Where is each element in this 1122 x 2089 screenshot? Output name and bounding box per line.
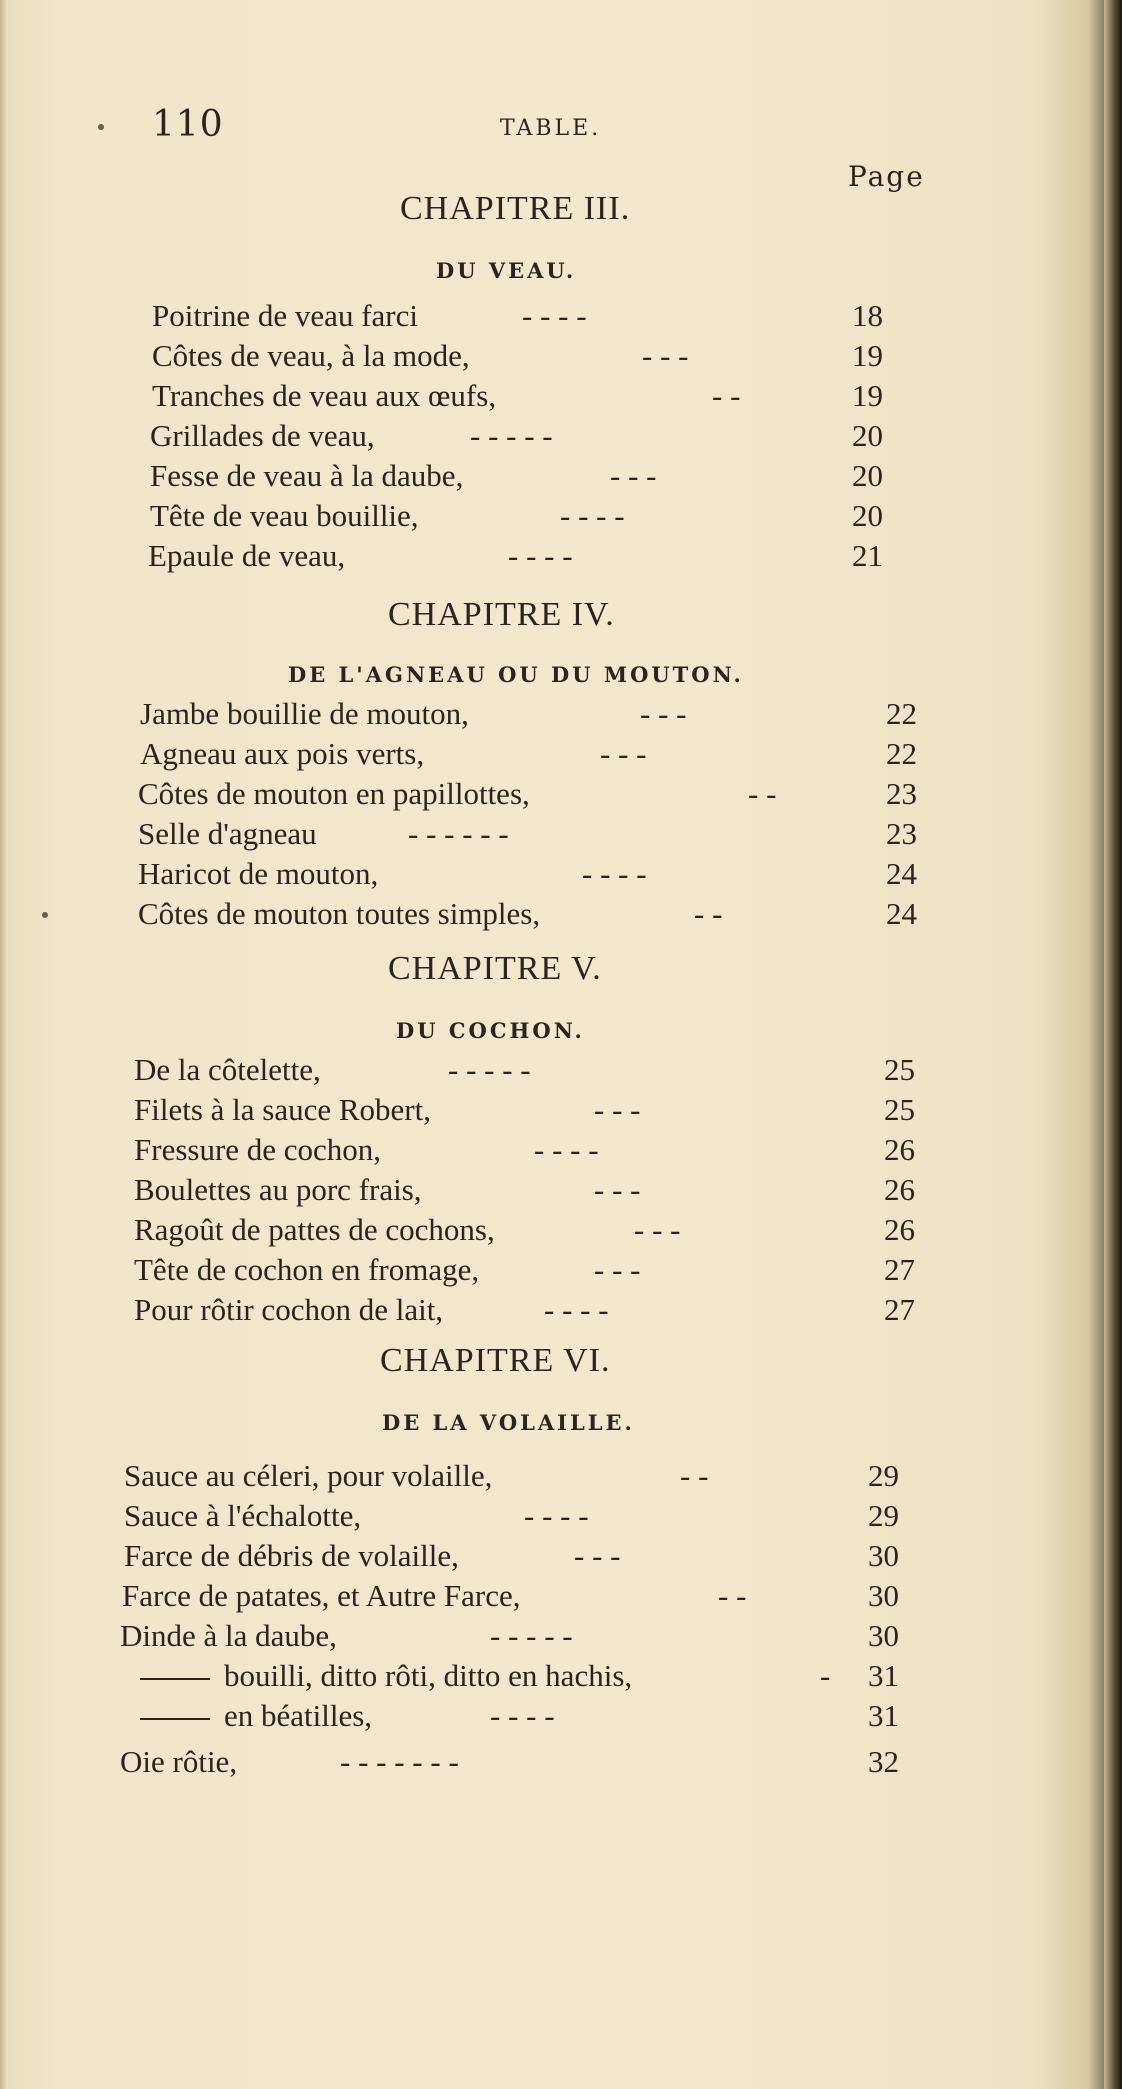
entry-page: 19 xyxy=(852,338,883,373)
toc-entry xyxy=(134,1210,914,1250)
entry-leader: - - - - - - - xyxy=(340,1744,459,1779)
entry-title: De la côtelette, xyxy=(134,1052,321,1087)
toc-entry xyxy=(124,1456,914,1496)
entry-title-wrap xyxy=(140,1656,632,1696)
running-head: TABLE. xyxy=(500,116,602,141)
toc-entry xyxy=(120,1616,910,1656)
entry-title: Selle d'agneau xyxy=(138,816,317,851)
entry-title: Oie rôtie, xyxy=(120,1744,238,1779)
entry-leader: - - - - xyxy=(582,856,647,891)
entry-page: 24 xyxy=(886,856,917,891)
toc-entry xyxy=(134,1170,914,1210)
entry-page: 26 xyxy=(884,1132,915,1167)
entry-page: 27 xyxy=(884,1292,915,1327)
toc-entry xyxy=(120,1742,910,1782)
chapter-heading: CHAPITRE III. xyxy=(400,190,631,227)
toc-entry xyxy=(122,1576,912,1616)
entry-title: Grillades de veau, xyxy=(150,418,375,453)
entry-title: Filets à la sauce Robert, xyxy=(134,1092,431,1127)
entry-title: Fesse de veau à la daube, xyxy=(150,458,464,493)
toc-entry xyxy=(140,734,917,774)
entry-page: 18 xyxy=(852,298,883,333)
entry-leader: - - - xyxy=(640,696,687,731)
entry-page: 30 xyxy=(868,1578,899,1613)
toc-entry xyxy=(124,1536,914,1576)
entry-leader: - - - - xyxy=(534,1132,599,1167)
toc-entry xyxy=(134,1250,914,1290)
entry-leader: - - - xyxy=(594,1252,641,1287)
toc-entry xyxy=(148,536,908,576)
entry-page: 29 xyxy=(868,1458,899,1493)
entry-page: 25 xyxy=(884,1092,915,1127)
entry-title: Sauce au céleri, pour volaille, xyxy=(124,1458,493,1493)
entry-page: 22 xyxy=(886,736,917,771)
toc-entry xyxy=(150,416,910,456)
entry-title: Dinde à la daube, xyxy=(120,1618,337,1653)
entry-leader: - - xyxy=(694,896,723,931)
toc-entry xyxy=(138,814,917,854)
page-column-label: Page xyxy=(848,160,925,193)
entry-leader: - - - xyxy=(574,1538,621,1573)
entry-page: 20 xyxy=(852,458,883,493)
section-heading: DE L'AGNEAU OU DU MOUTON. xyxy=(288,662,744,687)
toc-entry xyxy=(134,1090,914,1130)
entry-leader: - - - xyxy=(634,1212,681,1247)
toc-entry xyxy=(152,376,912,416)
entry-page: 21 xyxy=(852,538,883,573)
entry-title: Farce de patates, et Autre Farce, xyxy=(122,1578,521,1613)
entry-title: en béatilles, xyxy=(224,1698,373,1733)
entry-page: 25 xyxy=(884,1052,915,1087)
entry-page: 22 xyxy=(886,696,917,731)
entry-title: Tranches de veau aux œufs, xyxy=(152,378,497,413)
entry-page: 27 xyxy=(884,1252,915,1287)
entry-title: Pour rôtir cochon de lait, xyxy=(134,1292,444,1327)
entry-title: bouilli, ditto rôti, ditto en hachis, xyxy=(224,1658,633,1693)
entry-title: Ragoût de pattes de cochons, xyxy=(134,1212,495,1247)
section-heading: DU VEAU. xyxy=(436,258,577,283)
entry-leader: - - - xyxy=(600,736,647,771)
entry-leader: - - - - - - xyxy=(408,816,509,851)
entry-title: Farce de débris de volaille, xyxy=(124,1538,459,1573)
entry-page: 23 xyxy=(886,776,917,811)
ink-speck xyxy=(42,912,48,918)
entry-title: Agneau aux pois verts, xyxy=(140,736,425,771)
entry-leader: - - - - xyxy=(524,1498,589,1533)
entry-title: Côtes de mouton en papillottes, xyxy=(138,776,530,811)
entry-title: Jambe bouillie de mouton, xyxy=(140,696,469,731)
entry-leader: - - - - xyxy=(544,1292,609,1327)
entry-leader: - - xyxy=(712,378,741,413)
chapter-heading: CHAPITRE IV. xyxy=(388,596,615,633)
entry-page: 26 xyxy=(884,1172,915,1207)
ditto-rule xyxy=(140,1678,210,1680)
entry-leader: - - - - xyxy=(522,298,587,333)
entry-leader: - - xyxy=(718,1578,747,1613)
entry-page: 31 xyxy=(868,1658,899,1693)
chapter-heading: CHAPITRE V. xyxy=(388,950,602,987)
section-heading: DU COCHON. xyxy=(396,1018,585,1043)
entry-title: Côtes de veau, à la mode, xyxy=(152,338,470,373)
entry-page: 20 xyxy=(852,418,883,453)
entry-leader: - - - - xyxy=(490,1698,555,1733)
entry-leader: - xyxy=(820,1658,831,1693)
entry-page: 29 xyxy=(868,1498,899,1533)
entry-title: Tête de cochon en fromage, xyxy=(134,1252,480,1287)
entry-page: 23 xyxy=(886,816,917,851)
entry-leader: - - - - xyxy=(560,498,625,533)
entry-title: Sauce à l'échalotte, xyxy=(124,1498,362,1533)
toc-entry xyxy=(140,1696,910,1736)
entry-page: 26 xyxy=(884,1212,915,1247)
toc-entry xyxy=(138,894,917,934)
toc-entry xyxy=(138,854,917,894)
entry-page: 31 xyxy=(868,1698,899,1733)
toc-entry xyxy=(152,296,912,336)
entry-leader: - - - xyxy=(594,1172,641,1207)
entry-title-wrap xyxy=(140,1696,372,1736)
entry-leader: - - xyxy=(748,776,777,811)
entry-title: Côtes de mouton toutes simples, xyxy=(138,896,541,931)
entry-leader: - - - - - xyxy=(448,1052,531,1087)
entry-page: 30 xyxy=(868,1618,899,1653)
entry-leader: - - - xyxy=(610,458,657,493)
entry-title: Boulettes au porc frais, xyxy=(134,1172,422,1207)
toc-entry xyxy=(140,694,917,734)
entry-leader: - - - - - xyxy=(490,1618,573,1653)
entry-page: 32 xyxy=(868,1744,899,1779)
toc-entry xyxy=(150,496,910,536)
toc-entry xyxy=(150,456,910,496)
toc-entry xyxy=(140,1656,910,1696)
page-number: 110 xyxy=(152,104,224,145)
entry-title: Epaule de veau, xyxy=(148,538,346,573)
entry-page: 24 xyxy=(886,896,917,931)
entry-title: Fressure de cochon, xyxy=(134,1132,382,1167)
toc-entry xyxy=(152,336,912,376)
entry-leader: - - - - - xyxy=(470,418,553,453)
toc-entry xyxy=(134,1290,914,1330)
chapter-heading: CHAPITRE VI. xyxy=(380,1342,611,1379)
entry-title: Poitrine de veau farci xyxy=(152,298,418,333)
section-heading: DE LA VOLAILLE. xyxy=(382,1410,635,1435)
toc-entry xyxy=(134,1130,914,1170)
toc-entry xyxy=(134,1050,914,1090)
toc-entry xyxy=(124,1496,914,1536)
page-left-edge xyxy=(0,0,6,2089)
entry-page: 19 xyxy=(852,378,883,413)
entry-leader: - - - xyxy=(642,338,689,373)
entry-leader: - - xyxy=(680,1458,709,1493)
entry-title: Tête de veau bouillie, xyxy=(150,498,419,533)
toc-entry xyxy=(138,774,917,814)
entry-page: 20 xyxy=(852,498,883,533)
entry-leader: - - - xyxy=(594,1092,641,1127)
page-right-edge xyxy=(1104,0,1122,2089)
entry-page: 30 xyxy=(868,1538,899,1573)
ink-speck xyxy=(98,124,104,130)
ditto-rule xyxy=(140,1718,210,1720)
entry-leader: - - - - xyxy=(508,538,573,573)
entry-title: Haricot de mouton, xyxy=(138,856,379,891)
